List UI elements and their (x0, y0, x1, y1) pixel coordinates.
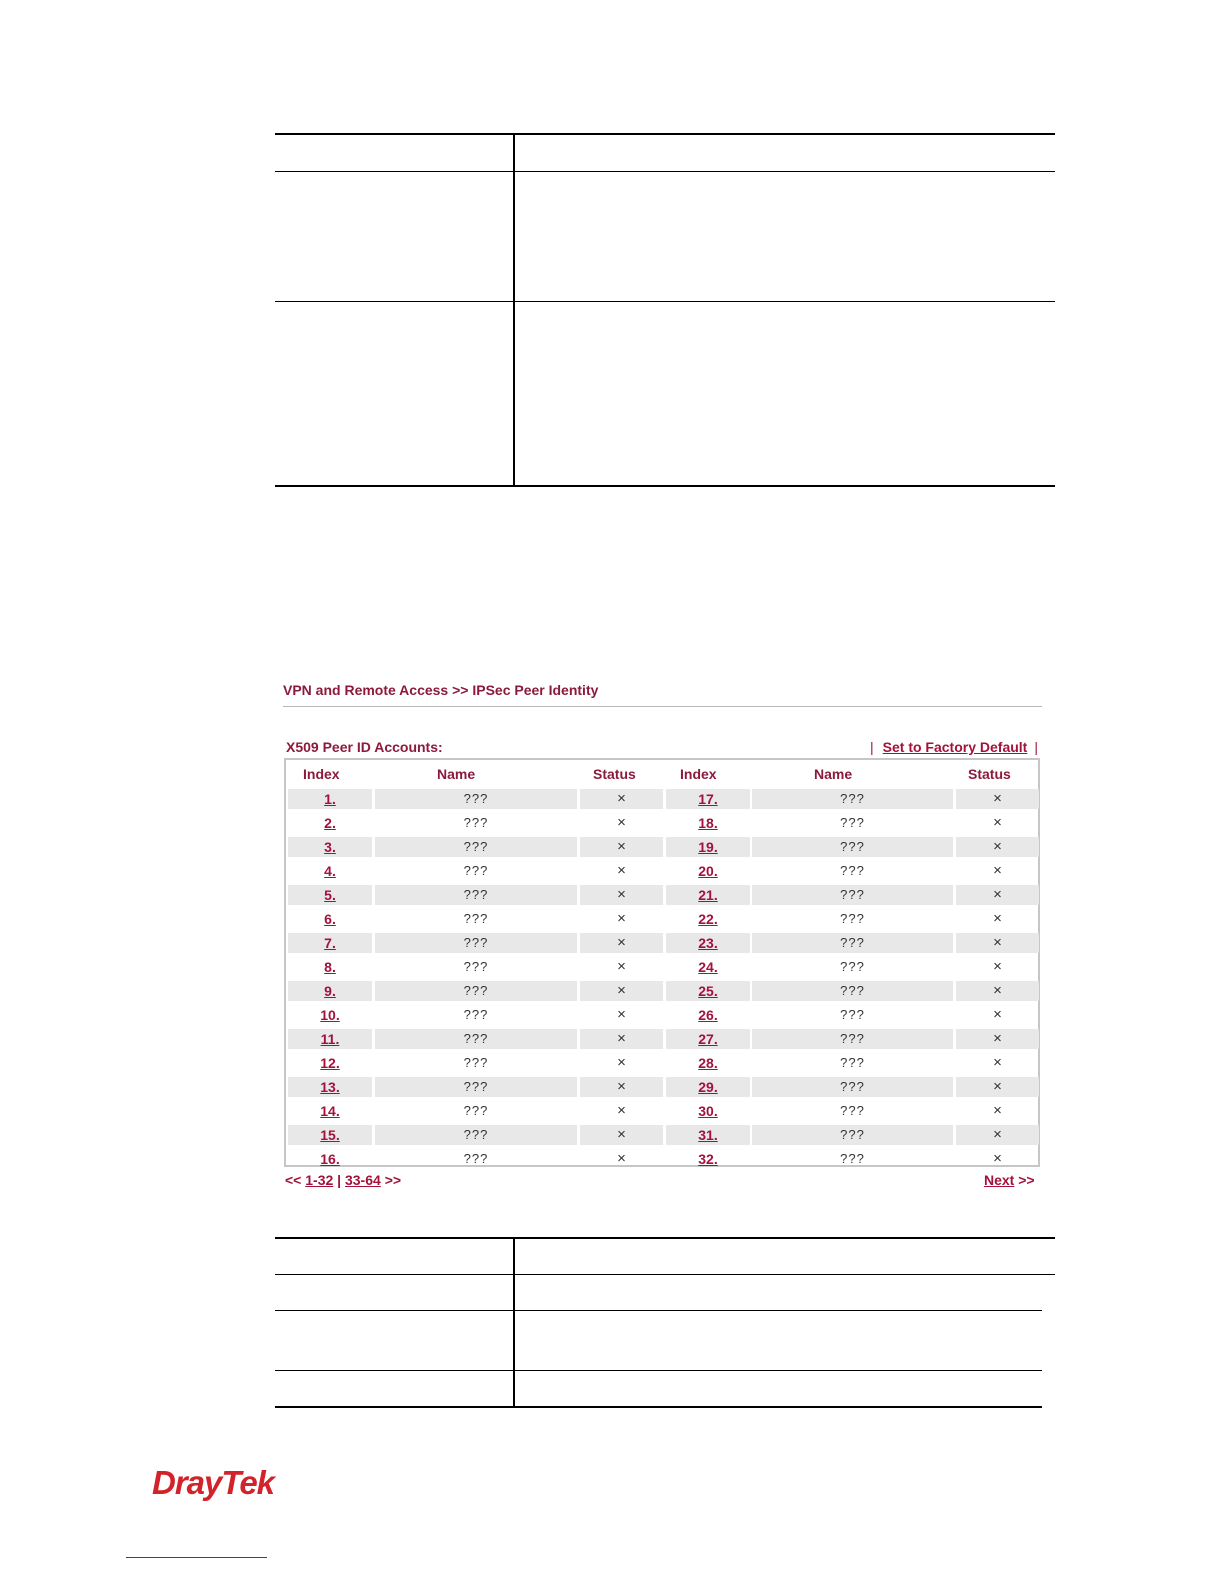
status-x-icon: × (580, 1077, 663, 1097)
status-x-icon: × (993, 958, 1002, 975)
status-x-icon: × (993, 814, 1002, 831)
account-name: ??? (463, 815, 489, 830)
status-x-icon: × (580, 1125, 663, 1145)
account-index-link[interactable]: 27. (698, 1031, 718, 1047)
account-index-link[interactable]: 16. (320, 1151, 340, 1167)
account-index-link[interactable]: 29. (698, 1079, 718, 1095)
status-x-icon: × (617, 1150, 626, 1167)
account-name: ??? (463, 863, 489, 878)
table-row-rule (275, 1370, 1042, 1371)
account-name: ??? (752, 1029, 953, 1049)
status-x-icon: × (993, 1102, 1002, 1119)
index-cell (666, 957, 750, 977)
title-divider (283, 706, 1042, 707)
index-cell (288, 1029, 372, 1049)
index-cell (666, 1101, 750, 1121)
account-name: ??? (752, 1077, 953, 1097)
account-index-link[interactable]: 17. (698, 791, 718, 807)
account-name: ??? (840, 815, 865, 830)
status-x-icon: × (617, 814, 626, 831)
account-index-link[interactable]: 20. (698, 863, 718, 879)
account-name: ??? (752, 789, 953, 809)
peer-id-accounts-table (284, 758, 1040, 1167)
account-index-link[interactable]: 2. (324, 815, 336, 831)
index-cell (666, 1005, 750, 1025)
status-x-icon: × (580, 1029, 663, 1049)
index-cell (288, 813, 372, 833)
table-row (286, 811, 1038, 835)
status-x-icon: × (617, 910, 626, 927)
index-cell (666, 981, 750, 1001)
index-cell (666, 933, 750, 953)
account-index-link[interactable]: 10. (320, 1007, 340, 1023)
account-index-link[interactable]: 19. (698, 839, 718, 855)
account-index-link[interactable]: 8. (324, 959, 336, 975)
table-row (286, 1003, 1038, 1027)
account-index-link[interactable]: 22. (698, 911, 718, 927)
table-header-rule (275, 1274, 1055, 1275)
index-cell (288, 1101, 372, 1121)
pager-next (984, 1172, 1035, 1188)
index-cell (288, 1005, 372, 1025)
column-header-status: Status (968, 766, 1011, 782)
table-row (286, 1099, 1038, 1123)
account-index-link[interactable]: 23. (698, 935, 718, 951)
pager-separator: | (337, 1172, 342, 1188)
status-x-icon: × (993, 1150, 1002, 1167)
account-name: ??? (375, 789, 577, 809)
next-page-link[interactable]: Next (984, 1172, 1015, 1188)
account-name: ??? (375, 1029, 577, 1049)
account-index-link[interactable]: 14. (320, 1103, 340, 1119)
column-header-name: Name (437, 766, 476, 782)
account-index-link[interactable]: 6. (324, 911, 336, 927)
account-index-link[interactable]: 12. (320, 1055, 340, 1071)
status-x-icon: × (956, 837, 1039, 857)
factory-default-area (861, 739, 1038, 755)
index-cell (288, 957, 372, 977)
index-cell (666, 813, 750, 833)
status-x-icon: × (617, 1006, 626, 1023)
account-name: ??? (375, 981, 577, 1001)
status-x-icon: × (580, 981, 663, 1001)
account-index-link[interactable]: 9. (324, 983, 336, 999)
index-cell (288, 909, 372, 929)
status-x-icon: × (580, 933, 663, 953)
table-row (286, 883, 1038, 907)
footer-rule (126, 1557, 267, 1558)
range-33-64-link[interactable]: 33-64 (344, 1172, 381, 1188)
account-index-link[interactable]: 1. (324, 791, 336, 807)
account-name: ??? (375, 1077, 577, 1097)
account-name: ??? (375, 885, 577, 905)
account-name: ??? (840, 1151, 865, 1166)
account-index-link[interactable]: 11. (320, 1031, 340, 1047)
table-row (286, 859, 1038, 883)
table-row (286, 835, 1038, 859)
index-cell (288, 1125, 372, 1145)
status-x-icon: × (993, 862, 1002, 879)
set-factory-default-link[interactable]: Set to Factory Default (882, 739, 1028, 755)
status-x-icon: × (956, 789, 1039, 809)
table-bottom-rule (275, 1406, 1042, 1408)
index-cell (288, 885, 372, 905)
account-name: ??? (375, 1125, 577, 1145)
prev-marker: << (285, 1172, 302, 1188)
account-index-link[interactable]: 3. (324, 839, 336, 855)
account-name: ??? (752, 933, 953, 953)
status-x-icon: × (617, 862, 626, 879)
status-x-icon: × (580, 837, 663, 857)
status-x-icon: × (993, 1054, 1002, 1071)
status-x-icon: × (993, 910, 1002, 927)
index-cell (288, 1149, 372, 1169)
account-name: ??? (840, 1103, 865, 1118)
table-row (286, 1051, 1038, 1075)
table-top-rule (275, 133, 1055, 135)
column-header-name: Name (814, 766, 853, 782)
status-x-icon: × (956, 885, 1039, 905)
table-row-rule (275, 1310, 1042, 1311)
account-index-link[interactable]: 28. (698, 1055, 718, 1071)
account-index-link[interactable]: 15. (320, 1127, 340, 1143)
account-name: ??? (463, 959, 489, 974)
table-row (286, 1123, 1038, 1147)
status-x-icon: × (956, 1029, 1039, 1049)
index-cell (666, 837, 750, 857)
account-name: ??? (752, 1125, 953, 1145)
account-index-link[interactable]: 32. (698, 1151, 718, 1167)
index-cell (288, 1077, 372, 1097)
account-name: ??? (752, 981, 953, 1001)
table-row (286, 979, 1038, 1003)
table-column-divider (513, 133, 515, 487)
table-row (286, 1075, 1038, 1099)
status-x-icon: × (617, 958, 626, 975)
status-x-icon: × (580, 789, 663, 809)
column-header-index: Index (303, 766, 340, 782)
index-cell (666, 1125, 750, 1145)
account-name: ??? (840, 1007, 865, 1022)
status-x-icon: × (956, 1077, 1039, 1097)
next-arrow: >> (1018, 1172, 1035, 1188)
index-cell (666, 861, 750, 881)
account-index-link[interactable]: 7. (324, 935, 336, 951)
account-name: ??? (752, 885, 953, 905)
index-cell (666, 789, 750, 809)
table-row (286, 907, 1038, 931)
account-name: ??? (463, 1103, 489, 1118)
account-index-link[interactable]: 31. (698, 1127, 718, 1143)
index-cell (288, 789, 372, 809)
index-cell (288, 933, 372, 953)
status-x-icon: × (956, 1125, 1039, 1145)
account-name: ??? (463, 1007, 489, 1022)
index-cell (288, 1053, 372, 1073)
index-cell (666, 885, 750, 905)
table-row (286, 1027, 1038, 1051)
page-title: VPN and Remote Access >> IPSec Peer Identity (283, 682, 599, 698)
account-name: ??? (375, 837, 577, 857)
draytek-logo: DrayTek (152, 1464, 275, 1501)
account-name: ??? (840, 911, 865, 926)
account-index-link[interactable]: 25. (698, 983, 718, 999)
account-index-link[interactable]: 5. (324, 887, 336, 903)
account-index-link[interactable]: 30. (698, 1103, 718, 1119)
range-1-32-link[interactable]: 1-32 (305, 1172, 334, 1188)
upper-description-table (275, 133, 1055, 487)
account-index-link[interactable]: 18. (698, 815, 718, 831)
table-row (286, 955, 1038, 979)
next-marker: >> (384, 1172, 402, 1188)
table-row (286, 1147, 1038, 1171)
index-cell (288, 861, 372, 881)
account-name: ??? (463, 911, 489, 926)
index-cell (666, 1029, 750, 1049)
table-row (286, 931, 1038, 955)
account-name: ??? (840, 1055, 865, 1070)
separator: | (1034, 739, 1038, 755)
column-header-status: Status (593, 766, 636, 782)
index-cell (288, 981, 372, 1001)
column-header-index: Index (680, 766, 717, 782)
index-cell (666, 1053, 750, 1073)
status-x-icon: × (617, 1102, 626, 1119)
account-name: ??? (840, 863, 865, 878)
table-row (286, 787, 1038, 811)
index-cell (666, 909, 750, 929)
index-cell (666, 1077, 750, 1097)
status-x-icon: × (993, 1006, 1002, 1023)
account-index-link[interactable]: 26. (698, 1007, 718, 1023)
table-bottom-rule (275, 485, 1055, 487)
index-cell (666, 1149, 750, 1169)
status-x-icon: × (580, 885, 663, 905)
account-name: ??? (840, 959, 865, 974)
pager-ranges (285, 1172, 401, 1188)
table-row-rule (275, 301, 1055, 302)
account-name: ??? (463, 1055, 489, 1070)
account-name: ??? (375, 933, 577, 953)
account-index-link[interactable]: 21. (698, 887, 718, 903)
account-index-link[interactable]: 24. (698, 959, 718, 975)
status-x-icon: × (956, 981, 1039, 1001)
status-x-icon: × (617, 1054, 626, 1071)
table-top-rule (275, 1237, 1055, 1239)
account-index-link[interactable]: 4. (324, 863, 336, 879)
account-name: ??? (752, 837, 953, 857)
separator: | (870, 739, 874, 755)
table-header-rule (275, 171, 1055, 172)
index-cell (288, 837, 372, 857)
account-name: ??? (463, 1151, 489, 1166)
table-column-divider (513, 1237, 515, 1408)
status-x-icon: × (956, 933, 1039, 953)
accounts-label: X509 Peer ID Accounts: (286, 739, 443, 755)
account-index-link[interactable]: 13. (320, 1079, 340, 1095)
